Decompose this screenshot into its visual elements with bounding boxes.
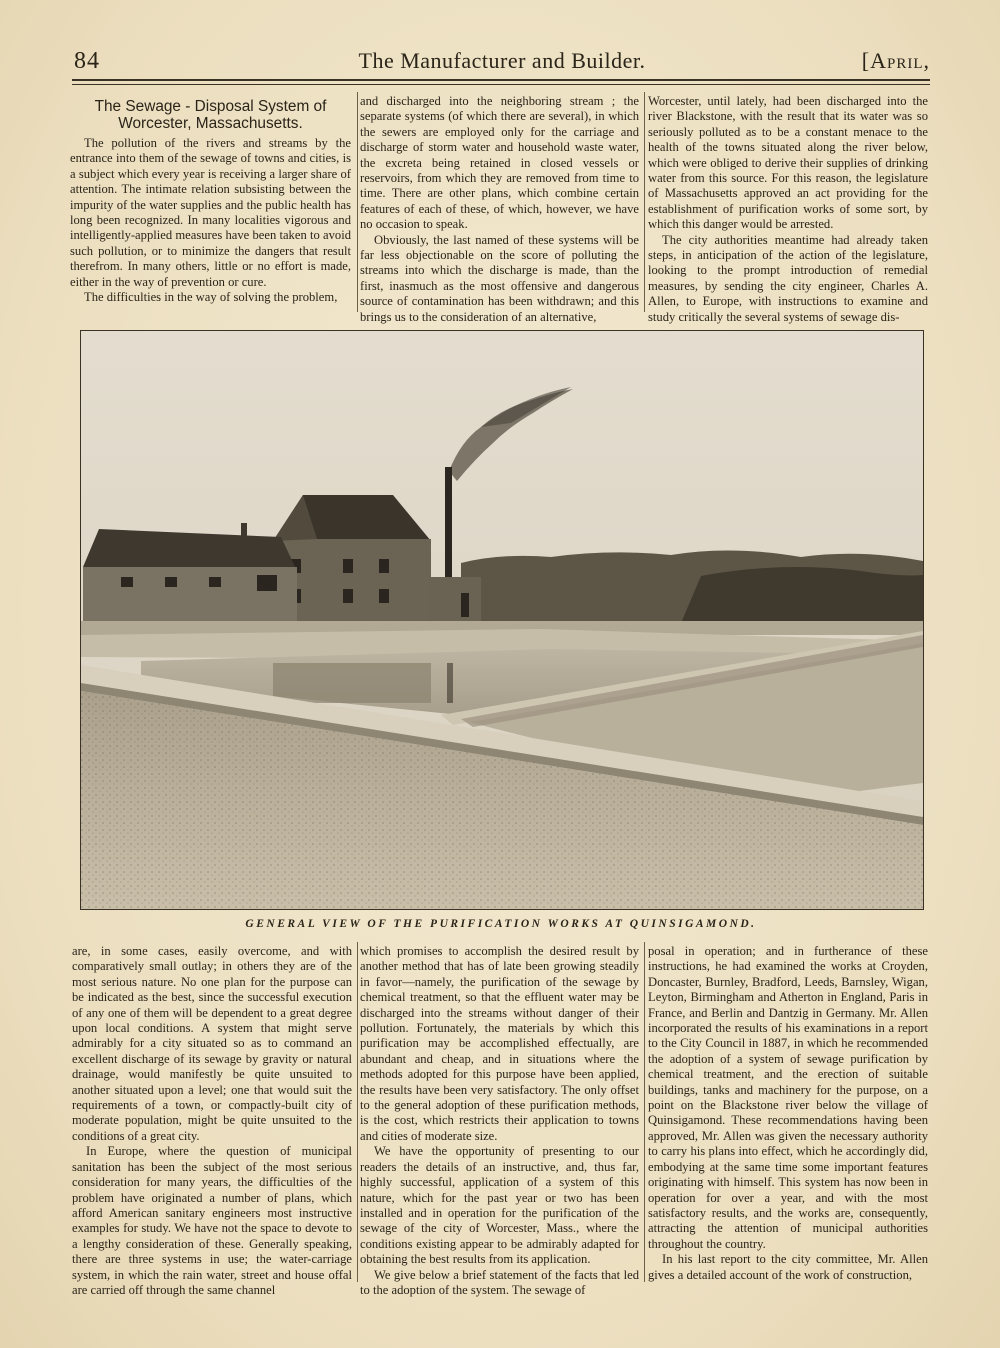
top-column-3 — [648, 94, 928, 325]
paragraph: Obviously, the last named of these systems will be far less objectionable on the score of polluting the streams into which the discharge is made, than the first, inasmuch as the most offensive and dangerous source of contamination has been withdrawn; and this brings us to the consideration of an alternative, — [360, 232, 639, 324]
issue-month: [April, — [861, 48, 930, 73]
paragraph: The pollution of the rivers and streams by the entrance into them of the sewage of towns and cities, is a subject which every year is receiving a larger share of attention. The intimate relation subsisting between the impurity of the water supplies and the public health has long been recognized. In many localities vigorous and intelligently-applied measures have been taken to avoid such pollution, or to minimize the dangers that result therefrom. In many others, little or no effort is made, either in the way of prevention or cure. — [70, 136, 351, 289]
paragraph: Worcester, until lately, had been discharged into the river Blackstone, with the result that its water was so seriously polluted as to be a constant menace to the health of the towns situated along the river below, which were obliged to derive their supplies of drinking water from this source. For this reason, the legislature of Massachusetts approved an act providing for the establishment of purification works of some sort, by which this danger would be arrested. — [648, 94, 928, 232]
paragraph: are, in some cases, easily overcome, and with comparatively small outlay; in others they are of the most serious nature. No one plan for the purpose can be indicated as the best, since the successful execution of any one of them will be dependent to a great degree upon local conditions. A system that might serve admirably for a city situated so as to command an excellent discharge of its sewage by gravity or natural drainage, would manifestly be quite unsuited to another situated upon a level; one that would suit the requirements of a town, or compactly-built city of moderate population, might be quite unsuited to the conditions of a great city. — [72, 944, 352, 1143]
top-column-1 — [70, 98, 351, 305]
column-divider — [357, 942, 358, 1282]
bottom-column-1 — [72, 944, 352, 1298]
paragraph: which promises to accomplish the desired result by another method that has of late been growing steadily in favor—namely, the purification of the sewage by chemical treatment, so that the effluent water may be discharged into the streams without danger of their pollution. Fortunately, the materials by which this purification may be accomplished effectually, are abundant and cheap, and in situations where the methods adopted for this purpose have been applied, the results have been very satisfactory. The only offset to the general adoption of these purification methods, is the cost, which restricts their application to towns and cities of moderate size. — [360, 944, 639, 1143]
paragraph: and discharged into the neighboring stream ; the separate systems (of which there are several), in which the sewers are employed only for the carriage and discharge of storm water and household waste water, the excreta being retained in closed vessels or reservoirs, from which they are removed from time to time. There are other plans, which combine certain features of each of these, of which, however, we have no occasion to speak. — [360, 94, 639, 232]
bottom-column-2 — [360, 944, 639, 1298]
page-number: 84 — [74, 48, 100, 74]
paragraph: posal in operation; and in furtherance of these instructions, he had examined the works at Croyden, Doncaster, Burnley, Bradford, Leeds, Barnsley, Wigan, Leyton, Birmingham and Atherton in England, Paris in France, and Berlin and Dantzig in Germany. Mr. Allen incorporated the results of his examinations in a report to the City Council in 1887, in which he recommended the adoption of a system of sewage purification by chemical treatment, and the erection of suitable buildings, tanks and machinery for the purpose, on a point on the Blackstone river below the village of Quinsigamond. These recommendations having been approved, Mr. Allen was given the necessary authority to carry his plans into effect, which he accordingly did, embodying at the same time some important features originating with himself. This system has now been in operation for over a year, and with the most satisfactory results, and the works are, consequently, attracting the attention of municipal authorities throughout the country. — [648, 944, 928, 1251]
column-divider — [357, 92, 358, 312]
photo-caption: GENERAL VIEW OF THE PURIFICATION WORKS AT QUINSIGAMOND. — [245, 918, 757, 930]
top-column-2 — [360, 94, 639, 325]
paragraph: We give below a brief statement of the facts that led to the adoption of the system. The sewage of — [360, 1267, 639, 1297]
column-divider — [644, 92, 645, 312]
article-title: The Sewage - Disposal System of Worcester, Massachusetts. — [94, 98, 327, 132]
paragraph: In his last report to the city committee, Mr. Allen gives a detailed account of the work of construction, — [648, 1252, 928, 1282]
paragraph: The difficulties in the way of solving the problem, — [84, 290, 338, 305]
paragraph: We have the opportunity of presenting to our readers the details of an instructive, and, thus far, highly successful, application of a system of this nature, which for the past year or two has been installed and in operation for the purification of the sewage of the city of Worcester, Mass., where the conditions existing appear to be admirably adapted for obtaining the best results from its application. — [360, 1144, 639, 1267]
photo-illustration — [81, 331, 923, 909]
purification-works-photo — [80, 330, 924, 910]
publication-title: The Manufacturer and Builder. — [358, 48, 646, 73]
paragraph: The city authorities meantime had already taken steps, in anticipation of the action of the legislature, looking to the prompt introduction of remedial measures, by sending the city engineer, Charles A. Allen, to Europe, with instructions to examine and study critically the several systems of sewage dis- — [648, 232, 928, 324]
header-rule-thin — [72, 84, 930, 85]
header-rule — [72, 79, 930, 81]
column-divider — [644, 942, 645, 1282]
page-header — [74, 44, 930, 80]
paragraph: In Europe, where the question of municipal sanitation has been the subject of the most serious consideration for many years, the difficulties of the problem have originated a number of plans, which afford American sanitary engineers most instructive examples for study. We have not the space to devote to a lengthy consideration of these. Generally speaking, there are three systems in use; the water-carriage system, in which the rain water, street and house offal are carried off through the same channel — [72, 1144, 352, 1297]
bottom-column-3 — [648, 944, 928, 1283]
